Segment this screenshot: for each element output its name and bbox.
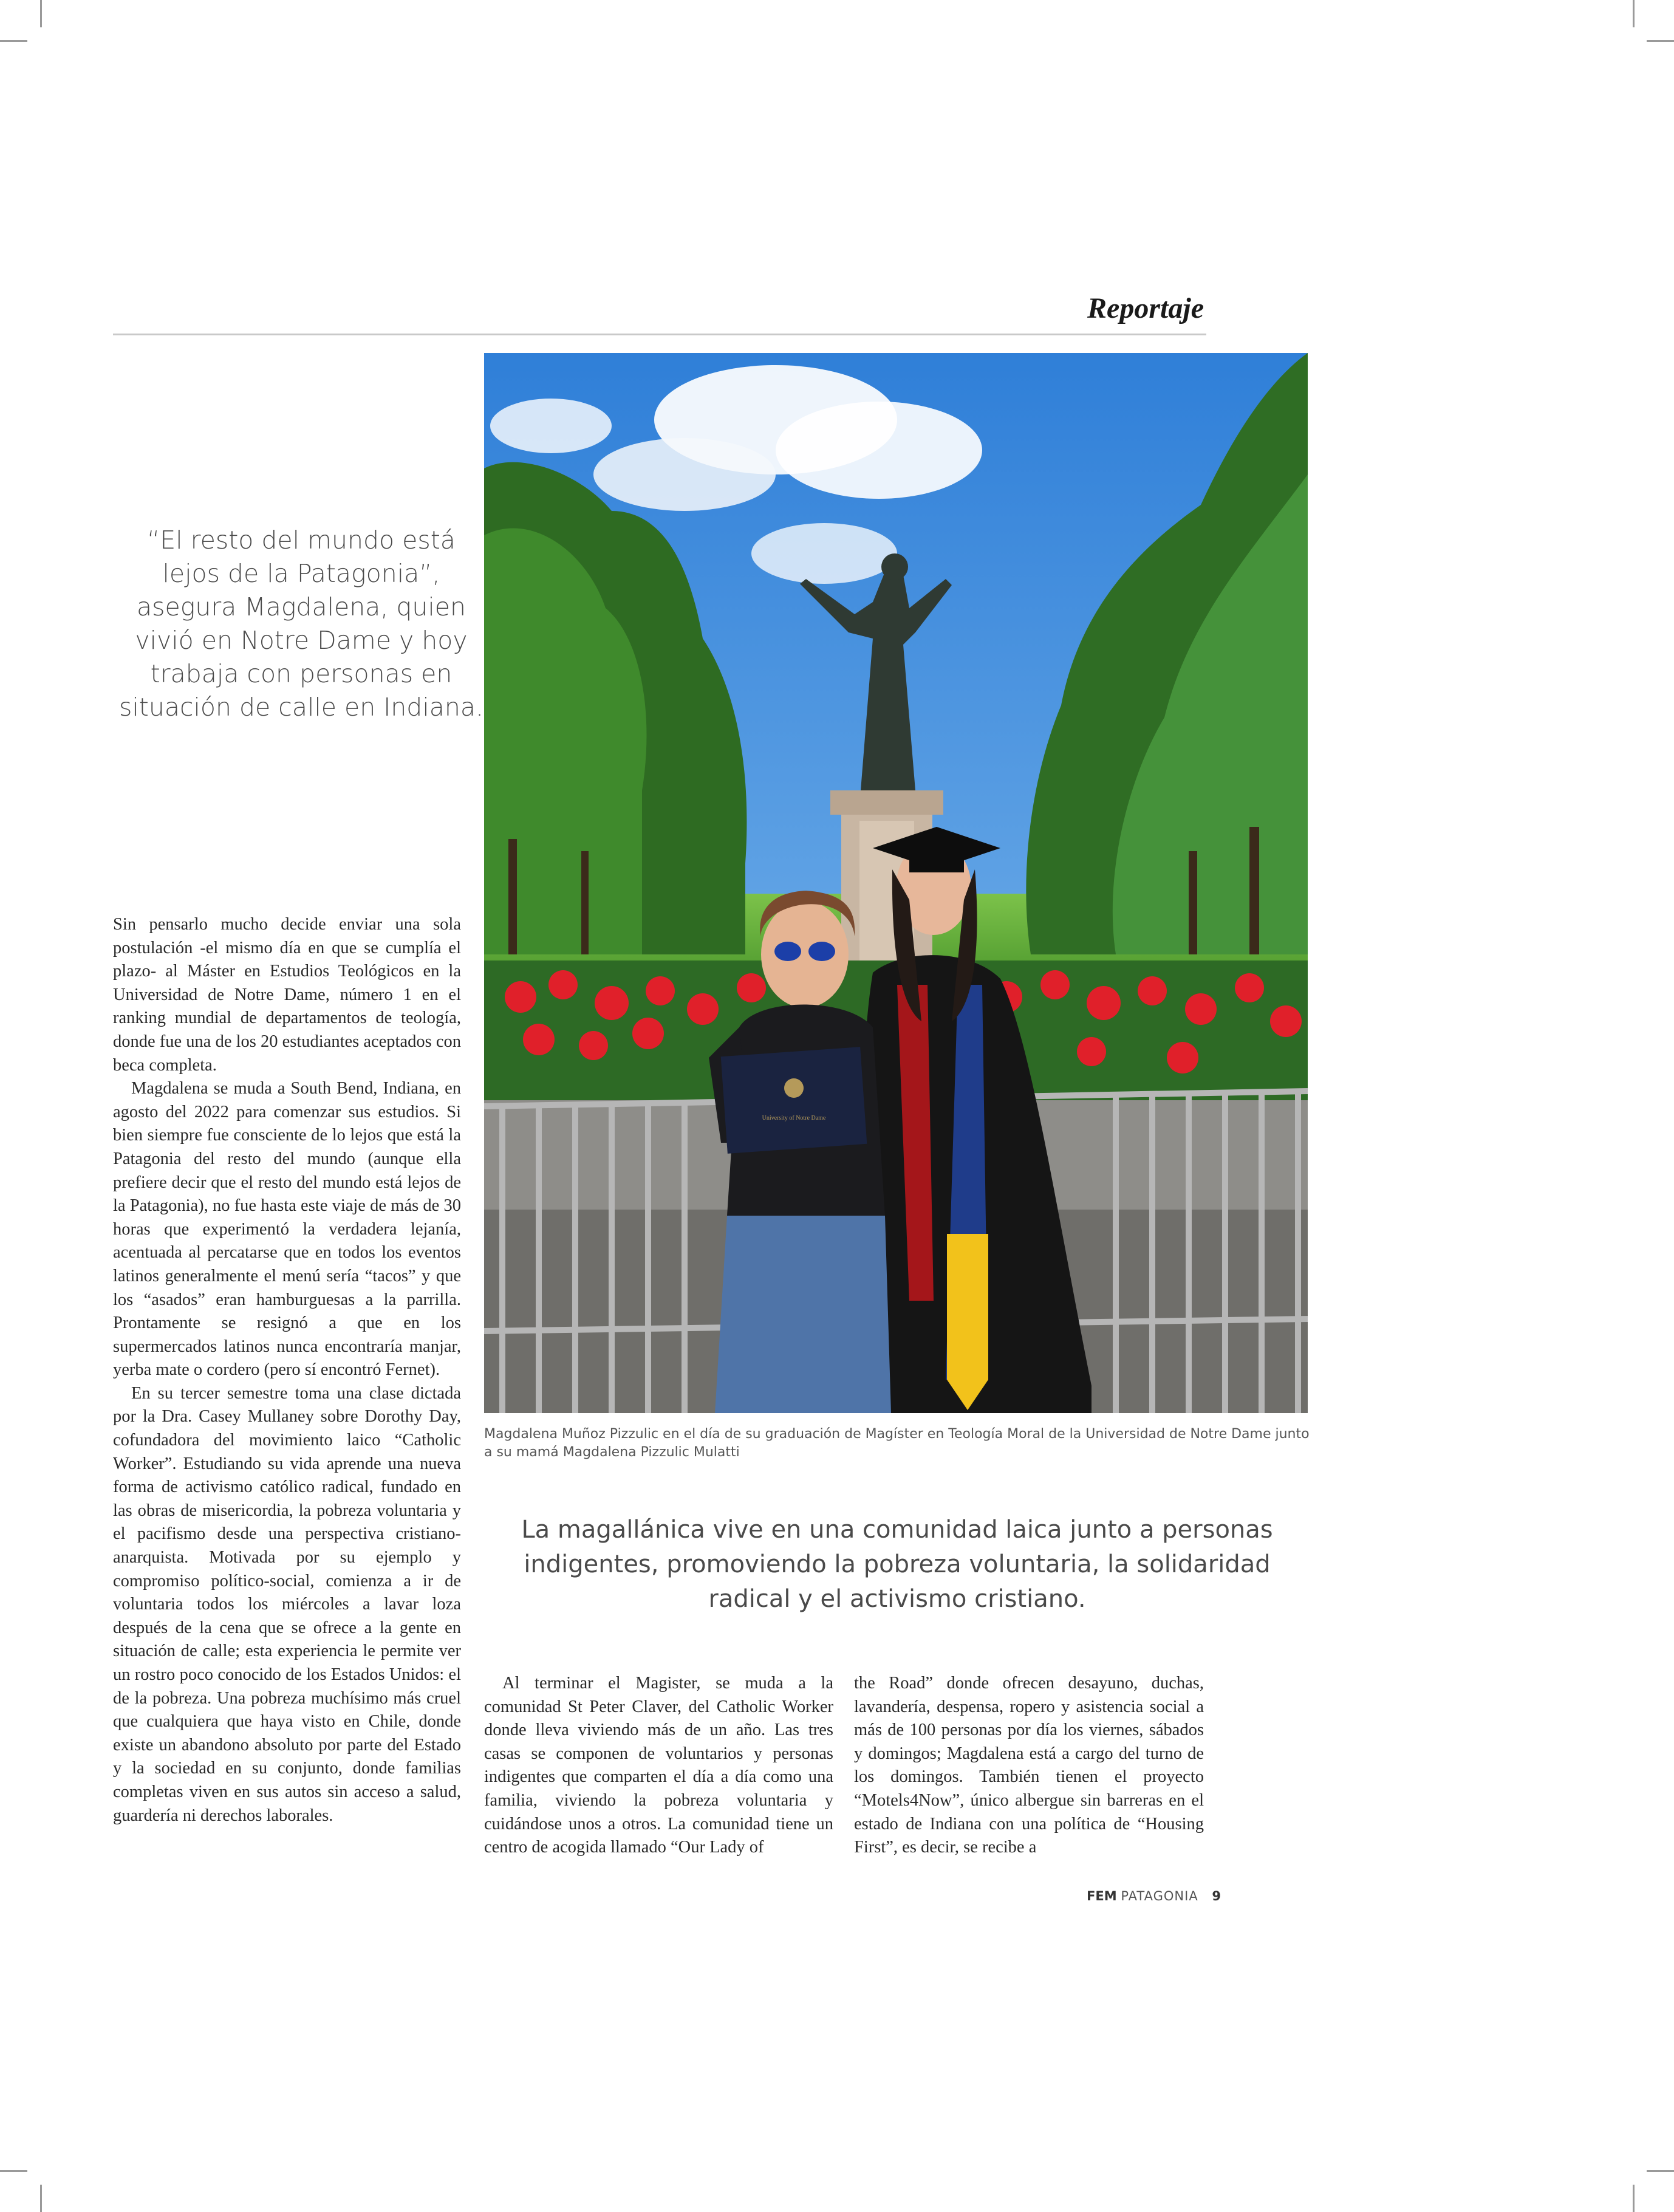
crop-mark (40, 2185, 42, 2212)
paragraph: Sin pensarlo mucho decide enviar una sola postulación -el mismo día en que se cumplía el plazo- al Máster en Estudios Teológicos en la Universidad de Notre Dame, número 1 en el ranking mundial de departamentos de teología, donde fue una de los 20 estudiantes aceptados con beca completa. (113, 915, 461, 1075)
crop-mark (1633, 2185, 1635, 2212)
header-rule (113, 334, 1206, 335)
crop-mark (0, 2170, 27, 2172)
paragraph: Magdalena se muda a South Bend, Indiana, en agosto del 2022 para comenzar sus estudios. Si bien siempre fue consciente de lo lejos que está la Patagonia del resto del mundo (aunque ella prefiere decir que el resto del mundo está lejos de la Patagonia), no fue hasta este viaje de más de 30 horas que experimentó la verdadera lejanía, acentuada al percatarse que en todos los eventos latinos generalmente el menú sería “tacos” y que los “asados” eran hamburguesas a la parrilla. Prontamente se resignó a que en los supermercados latinos nunca encontraría manjar, yerba mate o cordero (pero sí encontró Fernet). (113, 1079, 461, 1380)
crop-mark (1647, 2170, 1674, 2172)
photo-caption: Magdalena Muñoz Pizzulic en el día de su graduación de Magíster en Teología Moral de la Universidad de Notre Dame junto a su mamá Magdalena Pizzulic Mulatti (484, 1426, 1310, 1460)
page-footer (1027, 1889, 1221, 1903)
graduation-photo (484, 353, 1308, 1413)
footer-brand: FEM (1087, 1889, 1117, 1903)
page-number: 9 (1212, 1889, 1221, 1903)
article-column-2 (484, 1672, 833, 1860)
crop-mark (1647, 40, 1674, 42)
crop-mark (1633, 0, 1635, 27)
pull-quote: “El resto del mundo está lejos de la Patagonia”, asegura Magdalena, quien vivió en Notre Dame y hoy trabaja con personas en situación de calle en Indiana. (119, 526, 483, 722)
paragraph: En su tercer semestre toma una clase dictada por la Dra. Casey Mullaney sobre Dorothy Day, cofundadora del movimiento laico “Catholic Worker”. Estudiando su vida aprende una nueva forma de activismo católico radical, fundado en las obras de misericordia, la pobreza voluntaria y el pacifismo desde una perspectiva cristiano-anarquista. Motivada por su ejemplo y compromiso político-social, comienza a ir de voluntaria todos los miércoles a lavar loza después de la cena que se ofrece a la gente en situación de calle; esta experiencia le permite ver un rostro poco conocido de los Estados Unidos: el de la pobreza. Una pobreza muchísimo más cruel que cualquiera que haya visto en Chile, donde existe un abandono absoluto por parte del Estado y la sociedad en su conjunto, donde familias completas viven en sus autos sin acceso a salud, guardería ni derechos laborales. (113, 1383, 461, 1825)
paragraph: Al terminar el Magister, se muda a la comunidad St Peter Claver, del Catholic Worker donde lleva viviendo más de un año. Las tres casas se componen de voluntarios y personas indigentes que comparten el día a día como una familia, viviendo la pobreza voluntaria y cuidándose unos a otros. La comunidad tiene un centro de acogida llamado “Our Lady of (484, 1674, 833, 1857)
article-column-3 (854, 1672, 1204, 1860)
diploma-text: University of Notre Dame (762, 1115, 826, 1121)
footer-publication: PATAGONIA (1121, 1889, 1198, 1903)
crop-mark (40, 0, 42, 27)
section-title: Reportaje (1087, 292, 1204, 324)
article-column-1 (113, 913, 461, 1827)
crop-mark (0, 40, 27, 42)
highlight-quote: La magallánica vive en una comunidad laica junto a personas indigentes, promoviendo la pobreza voluntaria, la solidaridad radical y el activismo cristiano. (521, 1516, 1273, 1613)
paragraph: the Road” donde ofrecen desayuno, duchas, lavandería, despensa, ropero y asistencia social a más de 100 personas por día los viernes, sábados y domingos; Magdalena está a cargo del turno de los domingos. También tienen el proyecto “Motels4Now”, único albergue sin barreras en el estado de Indiana con una política de “Housing First”, es decir, se recibe a (854, 1674, 1204, 1857)
